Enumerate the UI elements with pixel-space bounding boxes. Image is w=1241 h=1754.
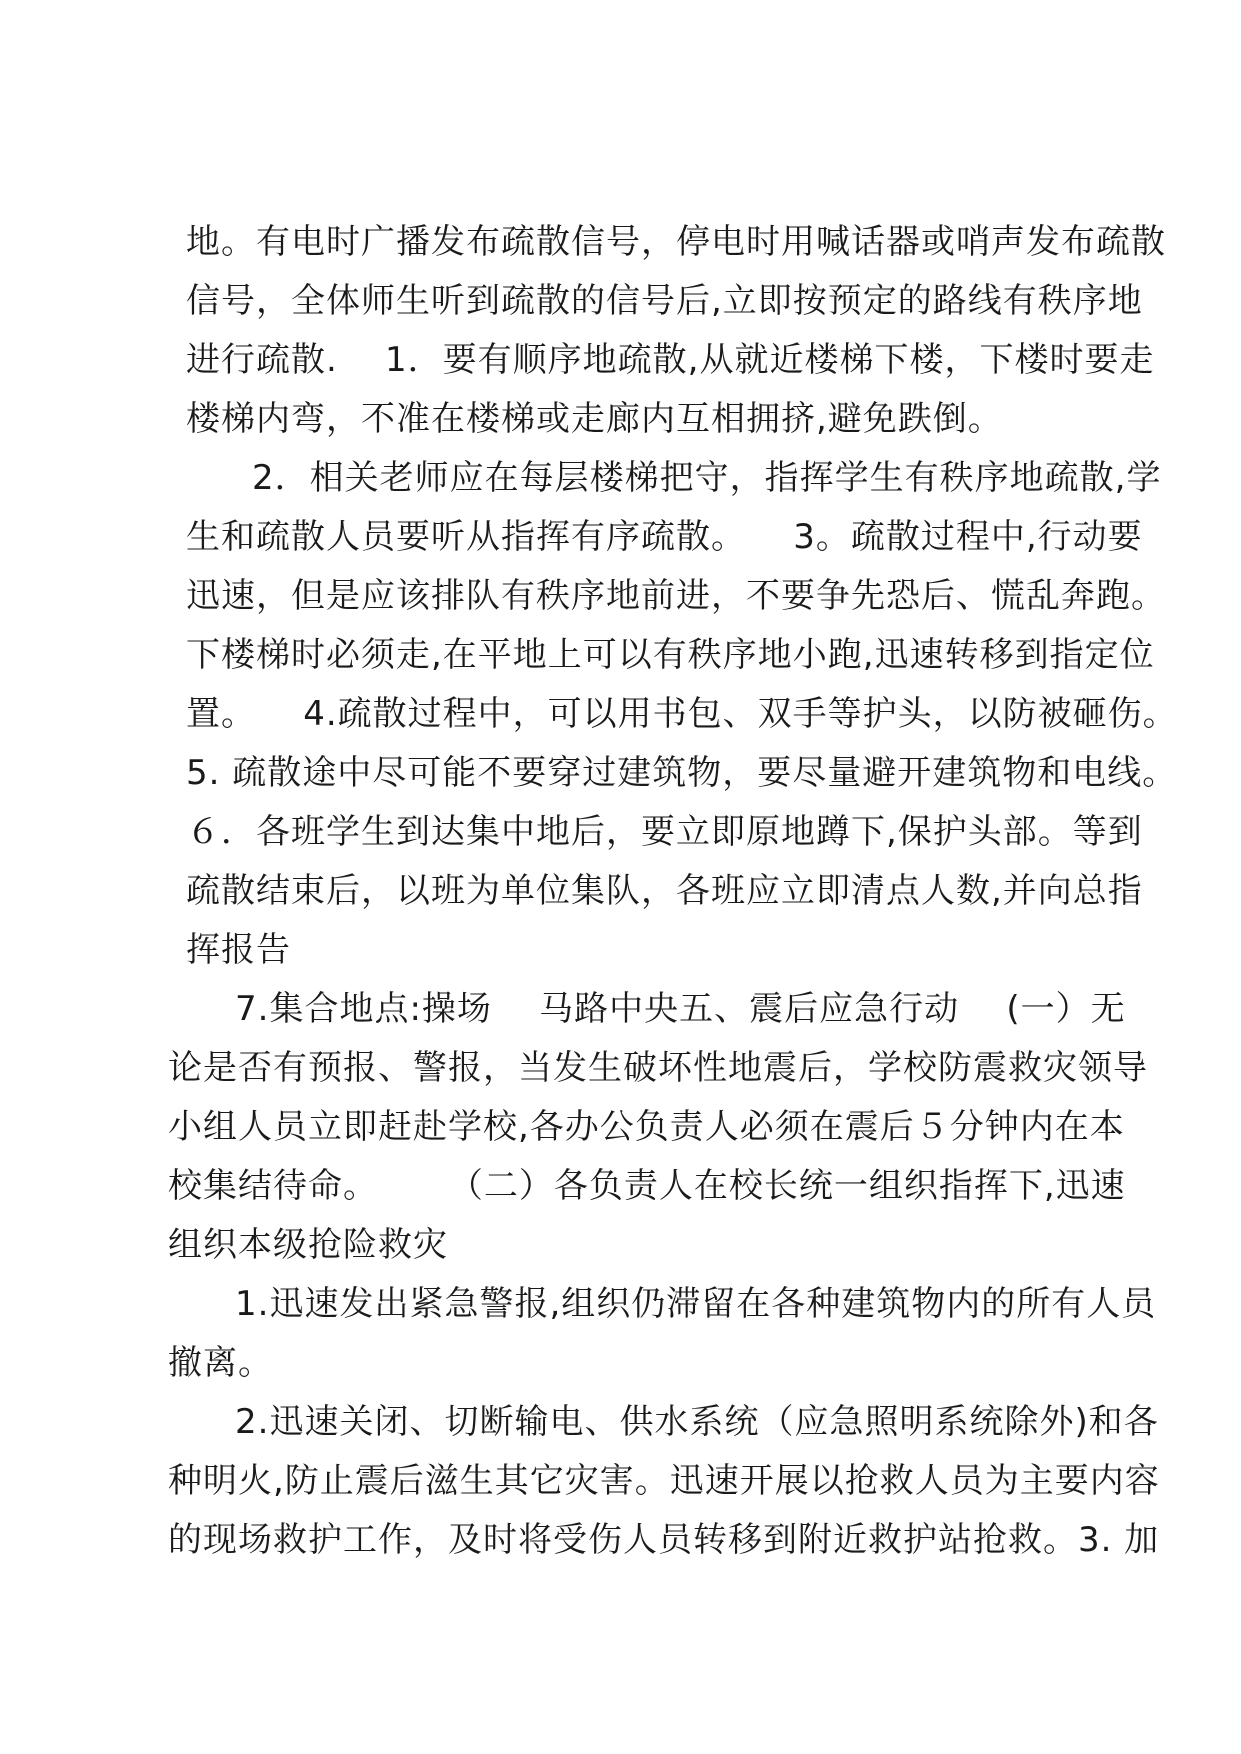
text-line: 撤离。 xyxy=(168,1343,273,1383)
text-line: 生和疏散人员要听从指挥有序疏散。 3。疏散过程中,行动要 xyxy=(186,517,1143,557)
text-line: 的现场救护工作，及时将受伤人员转移到附近救护站抢救。3. 加 xyxy=(168,1520,1160,1560)
text-line: 地。有电时广播发布疏散信号，停电时用喊话器或哨声发布疏散 xyxy=(186,222,1166,262)
text-line: ６．各班学生到达集中地后，要立即原地蹲下,保护头部。等到 xyxy=(186,812,1143,852)
text-line: 论是否有预报、警报，当发生破坏性地震后，学校防震救灾领导 xyxy=(168,1048,1148,1088)
text-line: 5. 疏散途中尽可能不要穿过建筑物，要尽量避开建筑物和电线。 xyxy=(186,753,1178,793)
text-line: 2．相关老师应在每层楼梯把守，指挥学生有秩序地疏散,学 xyxy=(252,458,1162,498)
text-line: 挥报告 xyxy=(186,930,291,970)
text-line: 迅速，但是应该排队有秩序地前进，不要争先恐后、慌乱奔跑。 xyxy=(186,576,1166,616)
text-line: 2.迅速关闭、切断输电、供水系统（应急照明系统除外)和各 xyxy=(235,1402,1159,1442)
text-line: 置。 4.疏散过程中，可以用书包、双手等护头，以防被砸伤。 xyxy=(186,694,1178,734)
text-line: 进行疏散. 1．要有顺序地疏散,从就近楼梯下楼，下楼时要走 xyxy=(186,340,1155,380)
text-line: 7.集合地点:操场 马路中央五、震后应急行动 (一）无 xyxy=(235,989,1126,1029)
text-line: 信号，全体师生听到疏散的信号后,立即按预定的路线有秩序地 xyxy=(186,281,1143,321)
text-line: 组织本级抢险救灾 xyxy=(168,1225,448,1265)
text-line: 种明火,防止震后滋生其它灾害。迅速开展以抢救人员为主要内容 xyxy=(168,1461,1160,1501)
text-line: 校集结待命。 （二）各负责人在校长统一组织指挥下,迅速 xyxy=(168,1166,1126,1206)
text-line: 下楼梯时必须走,在平地上可以有秩序地小跑,迅速转移到指定位 xyxy=(186,635,1155,675)
text-line: 1.迅速发出紧急警报,组织仍滞留在各种建筑物内的所有人员 xyxy=(235,1284,1157,1324)
text-line: 小组人员立即赶赴学校,各办公负责人必须在震后５分钟内在本 xyxy=(168,1107,1125,1147)
text-line: 疏散结束后，以班为单位集队，各班应立即清点人数,并向总指 xyxy=(186,871,1143,911)
text-line: 楼梯内弯，不准在楼梯或走廊内互相拥挤,避免跌倒。 xyxy=(186,399,1003,439)
